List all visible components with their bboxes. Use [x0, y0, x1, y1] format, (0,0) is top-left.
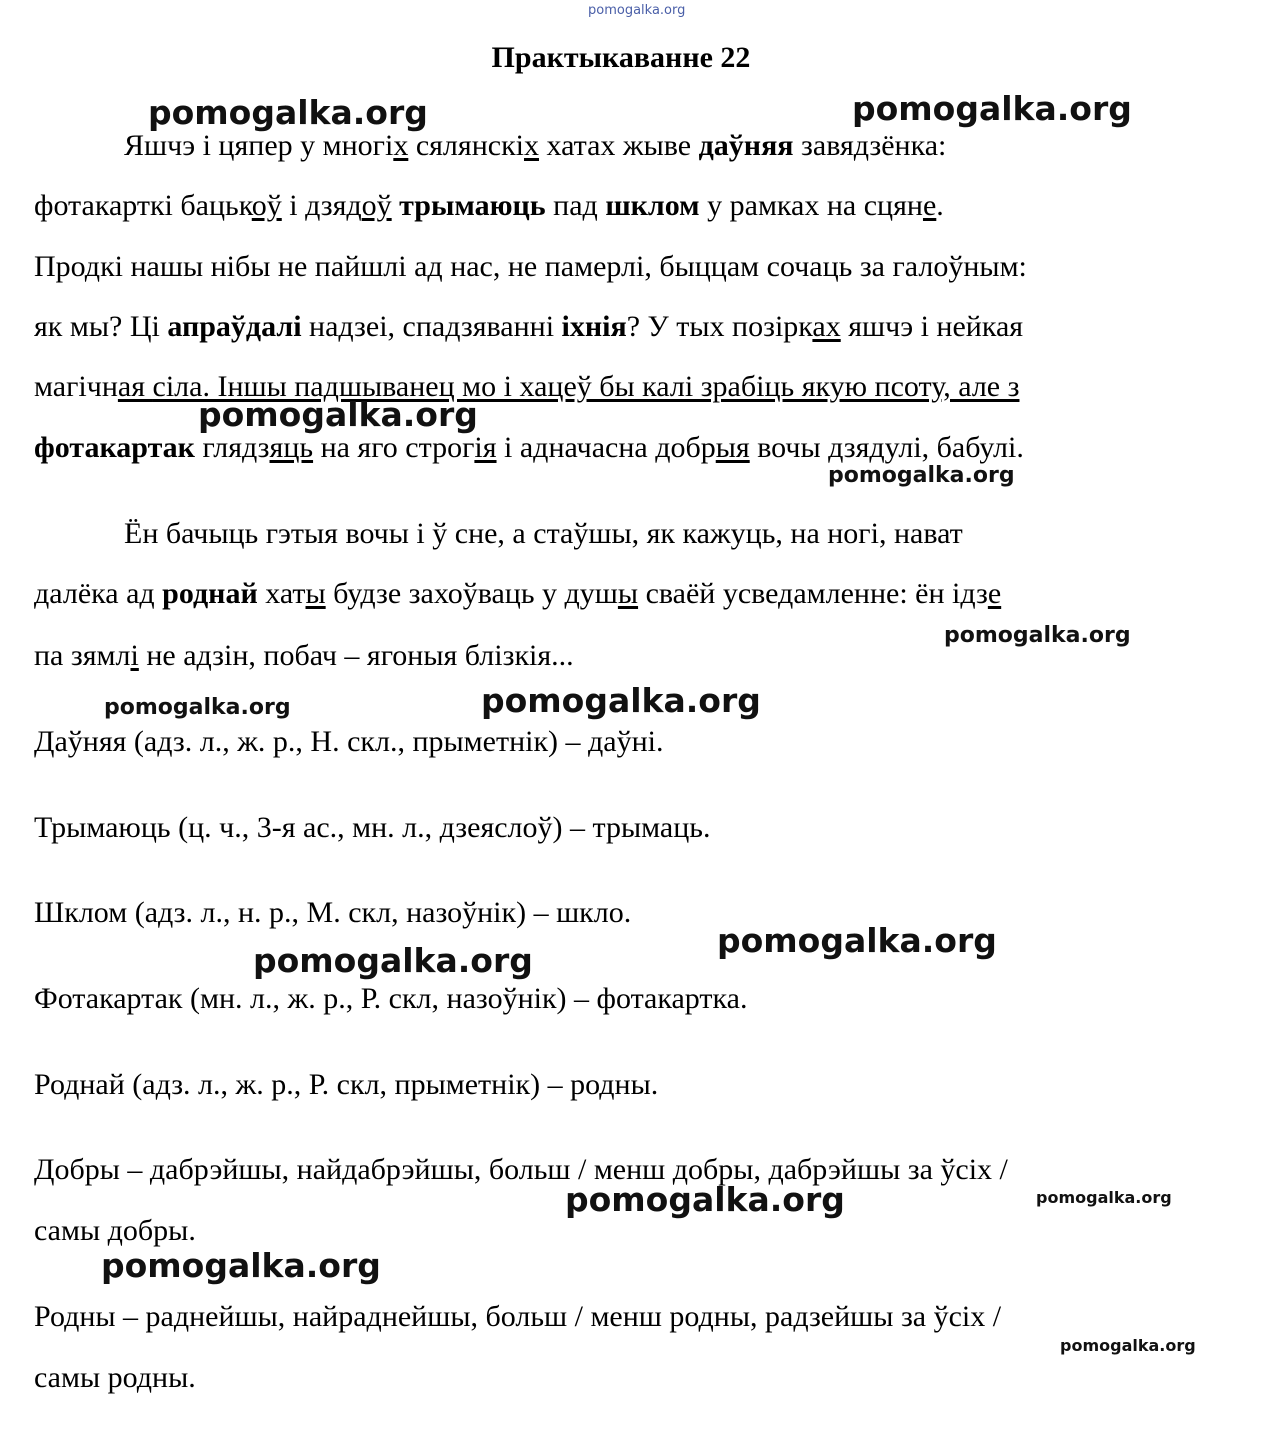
watermark: pomogalka.org: [481, 681, 761, 720]
watermark: pomogalka.org: [717, 921, 997, 960]
watermark: pomogalka.org: [198, 395, 478, 434]
page-title: Практыкаванне 22: [491, 41, 751, 74]
p1-line-4: як мы? Ці апраўдалі надзеі, спадзяванні іхнія? У тых позірках яшчэ і нейкая: [34, 310, 1024, 343]
watermark: pomogalka.org: [852, 89, 1132, 128]
degrees-rodny-line-2: самы родны.: [34, 1361, 196, 1394]
analysis-line-2: Трымаюць (ц. ч., 3-я ас., мн. л., дзеяслоў) – трымаць.: [34, 811, 711, 844]
watermark: pomogalka.org: [101, 1246, 381, 1285]
p2-line-1: Ён бачыць гэтыя вочы і ў сне, а стаўшы, як кажуць, на ногі, нават: [124, 517, 963, 550]
analysis-line-5: Роднай (адз. л., ж. р., Р. скл, прыметнік) – родны.: [34, 1068, 659, 1101]
header-watermark: pomogalka.org: [588, 3, 686, 18]
watermark: pomogalka.org: [828, 463, 1015, 488]
watermark: pomogalka.org: [104, 695, 291, 720]
p1-line-5: магічная сіла. Іншы падшыванец мо і хацеў бы калі зрабіць якую псоту, але з: [34, 370, 1020, 403]
degrees-dobry-line-1: Добры – дабрэйшы, найдабрэйшы, больш / менш добры, дабрэйшы за ўсіх /: [34, 1153, 1008, 1186]
analysis-line-4: Фотакартак (мн. л., ж. р., Р. скл, назоўнік) – фотакартка.: [34, 982, 748, 1015]
degrees-rodny-line-1: Родны – раднейшы, найраднейшы, больш / менш родны, радзейшы за ўсіх /: [34, 1300, 1002, 1333]
degrees-dobry-line-2: самы добры.: [34, 1214, 196, 1247]
p1-line-6: фотакартак глядзяць на яго строгія і адначасна добрыя вочы дзядулі, бабулі.: [34, 431, 1024, 464]
p1-line-3: Продкі нашы нібы не пайшлі ад нас, не памерлі, быццам сочаць за галоўным:: [34, 250, 1027, 283]
watermark: pomogalka.org: [1036, 1188, 1172, 1207]
p2-line-2: далёка ад роднай хаты будзе захоўваць у душы сваёй усведамленне: ён ідзе: [34, 577, 1002, 610]
watermark: pomogalka.org: [565, 1180, 845, 1219]
analysis-line-3: Шклом (адз. л., н. р., М. скл, назоўнік) – шкло.: [34, 896, 632, 929]
p1-line-2: фотакарткі бацькоў і дзядоў трымаюць пад шклом у рамках на сцяне.: [34, 189, 944, 222]
p1-line-1: Яшчэ і цяпер у многіх сялянскіх хатах жыве даўняя завядзёнка:: [124, 129, 947, 162]
watermark: pomogalka.org: [944, 623, 1131, 648]
watermark: pomogalka.org: [148, 93, 428, 132]
watermark: pomogalka.org: [1060, 1336, 1196, 1355]
p2-line-3: па зямлі не адзін, побач – ягоныя блізкія...: [34, 639, 574, 672]
analysis-line-1: Даўняя (адз. л., ж. р., Н. скл., прыметнік) – даўні.: [34, 725, 664, 758]
watermark: pomogalka.org: [253, 941, 533, 980]
